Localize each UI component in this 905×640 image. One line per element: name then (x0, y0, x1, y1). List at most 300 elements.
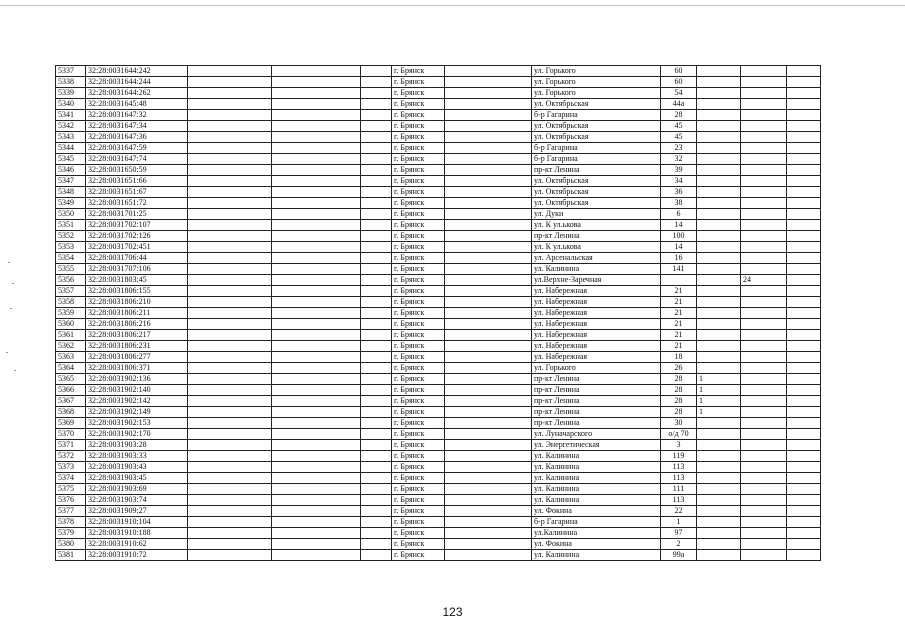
cell-street: б-р Гагарина (532, 110, 661, 121)
cell-empty (361, 451, 392, 462)
cell-house: 45 (661, 121, 697, 132)
cell-row-number: 5376 (56, 495, 86, 506)
page-number: 123 (442, 605, 463, 619)
cell-empty (361, 143, 392, 154)
table-row (56, 77, 821, 88)
cell-cadastral-number: 32:28:0031806:216 (86, 319, 188, 330)
table-row (56, 165, 821, 176)
cell-empty (445, 462, 532, 473)
cell-street: пр-кт Ленина (532, 407, 661, 418)
cell-flat (697, 352, 741, 363)
cell-empty (445, 242, 532, 253)
cell-empty (188, 330, 272, 341)
cell-empty (361, 242, 392, 253)
cell-row-number: 5377 (56, 506, 86, 517)
cell-empty (188, 286, 272, 297)
cell-flat (697, 176, 741, 187)
cell-empty (445, 517, 532, 528)
cell-flat (697, 99, 741, 110)
cell-house: 21 (661, 308, 697, 319)
cell-house: 39 (661, 165, 697, 176)
cell-empty (188, 132, 272, 143)
cell-empty (445, 66, 532, 77)
cell-flat (697, 132, 741, 143)
cell-street: ул. Энергетическая (532, 440, 661, 451)
table-row (56, 132, 821, 143)
cell-extra (741, 209, 787, 220)
cell-empty (361, 462, 392, 473)
cell-row-number: 5371 (56, 440, 86, 451)
cell-city: г. Брянск (392, 121, 445, 132)
cell-empty (188, 418, 272, 429)
cell-street: ул. К ул.ькова (532, 220, 661, 231)
cell-empty (188, 297, 272, 308)
table-row (56, 187, 821, 198)
cell-city: г. Брянск (392, 154, 445, 165)
cell-city: г. Брянск (392, 308, 445, 319)
cell-empty (361, 319, 392, 330)
cell-empty (188, 550, 272, 561)
cell-empty (361, 121, 392, 132)
cell-row-number: 5344 (56, 143, 86, 154)
cell-house: 119 (661, 451, 697, 462)
cell-flat (697, 110, 741, 121)
table-row (56, 517, 821, 528)
cell-extra (741, 495, 787, 506)
cell-empty (188, 253, 272, 264)
cell-empty (361, 154, 392, 165)
cell-row-number: 5340 (56, 99, 86, 110)
cell-empty (787, 363, 821, 374)
cell-flat (697, 143, 741, 154)
cell-empty (787, 506, 821, 517)
cell-empty (445, 110, 532, 121)
cell-street: ул. Дуки (532, 209, 661, 220)
register-sheet (55, 65, 821, 561)
cell-city: г. Брянск (392, 473, 445, 484)
cell-empty (272, 99, 361, 110)
cell-city: г. Брянск (392, 165, 445, 176)
cell-row-number: 5374 (56, 473, 86, 484)
cell-empty (272, 374, 361, 385)
cell-empty (787, 528, 821, 539)
cell-empty (188, 154, 272, 165)
cell-extra (741, 506, 787, 517)
cell-house: 60 (661, 66, 697, 77)
cell-empty (361, 506, 392, 517)
table-row (56, 275, 821, 286)
cell-extra (741, 352, 787, 363)
cell-empty (361, 66, 392, 77)
cell-empty (445, 385, 532, 396)
cell-flat (697, 308, 741, 319)
cell-cadastral-number: 32:28:0031902:142 (86, 396, 188, 407)
cell-house: 28 (661, 407, 697, 418)
cell-empty (787, 88, 821, 99)
cell-row-number: 5347 (56, 176, 86, 187)
cell-city: г. Брянск (392, 517, 445, 528)
table-row (56, 396, 821, 407)
address-register-table (55, 65, 821, 561)
cell-flat: 1 (697, 407, 741, 418)
cell-flat (697, 462, 741, 473)
table-row (56, 462, 821, 473)
cell-empty (272, 143, 361, 154)
cell-extra: 24 (741, 275, 787, 286)
cell-empty (787, 407, 821, 418)
cell-flat (697, 286, 741, 297)
cell-empty (361, 165, 392, 176)
cell-empty (272, 451, 361, 462)
cell-empty (272, 539, 361, 550)
cell-extra (741, 198, 787, 209)
cell-street: ул. Горького (532, 363, 661, 374)
cell-city: г. Брянск (392, 143, 445, 154)
cell-empty (445, 198, 532, 209)
cell-extra (741, 165, 787, 176)
cell-cadastral-number: 32:28:0031902:136 (86, 374, 188, 385)
cell-city: г. Брянск (392, 220, 445, 231)
cell-empty (272, 330, 361, 341)
cell-empty (361, 308, 392, 319)
table-row (56, 473, 821, 484)
cell-empty (361, 231, 392, 242)
cell-empty (445, 231, 532, 242)
cell-empty (361, 440, 392, 451)
cell-empty (272, 154, 361, 165)
cell-cadastral-number: 32:28:0031910:72 (86, 550, 188, 561)
cell-empty (361, 407, 392, 418)
cell-street: ул. Октябрьская (532, 121, 661, 132)
cell-empty (445, 363, 532, 374)
cell-empty (272, 506, 361, 517)
cell-empty (188, 451, 272, 462)
cell-city: г. Брянск (392, 176, 445, 187)
table-row (56, 363, 821, 374)
cell-house: 2 (661, 539, 697, 550)
table-row (56, 407, 821, 418)
cell-street: ул. Набережная (532, 297, 661, 308)
cell-empty (787, 473, 821, 484)
cell-empty (787, 539, 821, 550)
cell-cadastral-number: 32:28:0031645:48 (86, 99, 188, 110)
cell-empty (445, 374, 532, 385)
cell-empty (361, 297, 392, 308)
cell-cadastral-number: 32:28:0031803:45 (86, 275, 188, 286)
cell-city: г. Брянск (392, 407, 445, 418)
cell-empty (787, 231, 821, 242)
cell-empty (188, 528, 272, 539)
cell-city: г. Брянск (392, 528, 445, 539)
cell-empty (188, 308, 272, 319)
cell-empty (361, 363, 392, 374)
cell-empty (787, 429, 821, 440)
cell-empty (445, 165, 532, 176)
cell-empty (787, 176, 821, 187)
cell-empty (272, 242, 361, 253)
table-row (56, 385, 821, 396)
cell-empty (272, 495, 361, 506)
cell-row-number: 5363 (56, 352, 86, 363)
cell-row-number: 5341 (56, 110, 86, 121)
table-row (56, 319, 821, 330)
cell-empty (361, 528, 392, 539)
cell-row-number: 5337 (56, 66, 86, 77)
cell-empty (787, 154, 821, 165)
cell-cadastral-number: 32:28:0031903:45 (86, 473, 188, 484)
cell-street: ул. Октябрьская (532, 176, 661, 187)
cell-empty (361, 517, 392, 528)
table-row (56, 253, 821, 264)
cell-empty (272, 121, 361, 132)
cell-extra (741, 319, 787, 330)
cell-street: пр-кт Ленина (532, 165, 661, 176)
cell-empty (361, 418, 392, 429)
cell-flat: 1 (697, 385, 741, 396)
cell-empty (272, 418, 361, 429)
cell-flat (697, 528, 741, 539)
cell-empty (188, 198, 272, 209)
cell-house: 21 (661, 330, 697, 341)
cell-city: г. Брянск (392, 132, 445, 143)
cell-street: ул. Фокина (532, 506, 661, 517)
table-row (56, 429, 821, 440)
cell-cadastral-number: 32:28:0031702:107 (86, 220, 188, 231)
cell-house: 14 (661, 242, 697, 253)
cell-empty (787, 77, 821, 88)
cell-empty (787, 462, 821, 473)
cell-house: 28 (661, 374, 697, 385)
cell-extra (741, 517, 787, 528)
cell-house: 28 (661, 396, 697, 407)
cell-empty (361, 187, 392, 198)
cell-empty (787, 517, 821, 528)
table-row (56, 451, 821, 462)
cell-extra (741, 407, 787, 418)
cell-street: пр-кт Ленина (532, 396, 661, 407)
cell-empty (445, 319, 532, 330)
cell-empty (787, 297, 821, 308)
cell-empty (361, 550, 392, 561)
cell-empty (188, 506, 272, 517)
cell-empty (361, 132, 392, 143)
table-row (56, 176, 821, 187)
cell-street: ул. Калинина (532, 550, 661, 561)
cell-row-number: 5359 (56, 308, 86, 319)
cell-street: ул. Набережная (532, 352, 661, 363)
cell-house: 18 (661, 352, 697, 363)
cell-city: г. Брянск (392, 451, 445, 462)
cell-street: ул. Октябрьская (532, 198, 661, 209)
cell-row-number: 5352 (56, 231, 86, 242)
cell-street: ул. Калинина (532, 264, 661, 275)
cell-row-number: 5380 (56, 539, 86, 550)
cell-empty (272, 198, 361, 209)
cell-empty (272, 440, 361, 451)
cell-house: 44а (661, 99, 697, 110)
cell-extra (741, 154, 787, 165)
cell-house: 23 (661, 143, 697, 154)
cell-empty (445, 176, 532, 187)
cell-house: 6 (661, 209, 697, 220)
cell-flat (697, 341, 741, 352)
cell-street: ул. Набережная (532, 319, 661, 330)
table-row (56, 539, 821, 550)
cell-extra (741, 286, 787, 297)
cell-flat (697, 440, 741, 451)
cell-city: г. Брянск (392, 88, 445, 99)
cell-city: г. Брянск (392, 253, 445, 264)
cell-extra (741, 253, 787, 264)
cell-city: г. Брянск (392, 77, 445, 88)
cell-empty (787, 451, 821, 462)
cell-flat (697, 242, 741, 253)
cell-empty (361, 396, 392, 407)
cell-house: 22 (661, 506, 697, 517)
cell-row-number: 5346 (56, 165, 86, 176)
cell-empty (272, 363, 361, 374)
cell-empty (188, 143, 272, 154)
cell-empty (445, 341, 532, 352)
cell-empty (272, 231, 361, 242)
cell-empty (272, 77, 361, 88)
cell-row-number: 5368 (56, 407, 86, 418)
cell-house: 113 (661, 473, 697, 484)
cell-empty (787, 418, 821, 429)
cell-cadastral-number: 32:28:0031910:104 (86, 517, 188, 528)
cell-row-number: 5342 (56, 121, 86, 132)
cell-street: ул. Калинина (532, 451, 661, 462)
cell-flat (697, 88, 741, 99)
cell-empty (787, 396, 821, 407)
cell-empty (361, 484, 392, 495)
cell-extra (741, 396, 787, 407)
cell-cadastral-number: 32:28:0031706:44 (86, 253, 188, 264)
cell-cadastral-number: 32:28:0031806:210 (86, 297, 188, 308)
cell-row-number: 5373 (56, 462, 86, 473)
cell-empty (445, 143, 532, 154)
cell-empty (188, 539, 272, 550)
cell-city: г. Брянск (392, 66, 445, 77)
cell-empty (445, 297, 532, 308)
cell-empty (361, 264, 392, 275)
cell-empty (445, 154, 532, 165)
table-row (56, 121, 821, 132)
cell-city: г. Брянск (392, 495, 445, 506)
cell-empty (188, 374, 272, 385)
cell-flat (697, 275, 741, 286)
cell-flat (697, 264, 741, 275)
cell-house: 45 (661, 132, 697, 143)
cell-cadastral-number: 32:28:0031806:211 (86, 308, 188, 319)
cell-empty (787, 209, 821, 220)
cell-extra (741, 231, 787, 242)
table-row (56, 99, 821, 110)
cell-empty (787, 484, 821, 495)
cell-cadastral-number: 32:28:0031651:67 (86, 187, 188, 198)
cell-empty (361, 99, 392, 110)
cell-row-number: 5349 (56, 198, 86, 209)
cell-extra (741, 528, 787, 539)
cell-empty (787, 440, 821, 451)
cell-house: 99а (661, 550, 697, 561)
cell-empty (787, 253, 821, 264)
cell-empty (188, 275, 272, 286)
cell-empty (445, 352, 532, 363)
cell-empty (787, 385, 821, 396)
cell-city: г. Брянск (392, 286, 445, 297)
cell-flat (697, 319, 741, 330)
cell-empty (188, 341, 272, 352)
cell-street: ул. Набережная (532, 308, 661, 319)
table-row (56, 66, 821, 77)
cell-flat (697, 506, 741, 517)
cell-flat (697, 429, 741, 440)
cell-city: г. Брянск (392, 275, 445, 286)
cell-cadastral-number: 32:28:0031651:72 (86, 198, 188, 209)
cell-cadastral-number: 32:28:0031707:106 (86, 264, 188, 275)
table-row (56, 506, 821, 517)
cell-empty (787, 264, 821, 275)
cell-cadastral-number: 32:28:0031902:170 (86, 429, 188, 440)
table-row (56, 550, 821, 561)
cell-street: ул. Набережная (532, 341, 661, 352)
cell-street: ул. К ул.ькова (532, 242, 661, 253)
cell-empty (188, 264, 272, 275)
cell-flat (697, 517, 741, 528)
cell-empty (188, 209, 272, 220)
cell-city: г. Брянск (392, 429, 445, 440)
cell-street: ул. Луначарского (532, 429, 661, 440)
table-row (56, 242, 821, 253)
top-rule (0, 5, 905, 6)
cell-cadastral-number: 32:28:0031903:43 (86, 462, 188, 473)
cell-empty (272, 528, 361, 539)
cell-cadastral-number: 32:28:0031651:66 (86, 176, 188, 187)
table-row (56, 352, 821, 363)
cell-empty (272, 297, 361, 308)
cell-empty (361, 385, 392, 396)
cell-street: ул. Калинина (532, 473, 661, 484)
cell-street: ул. Калинина (532, 495, 661, 506)
cell-street: ул. Октябрьская (532, 132, 661, 143)
cell-city: г. Брянск (392, 110, 445, 121)
cell-extra (741, 462, 787, 473)
cell-cadastral-number: 32:28:0031650:59 (86, 165, 188, 176)
cell-city: г. Брянск (392, 198, 445, 209)
cell-empty (272, 462, 361, 473)
cell-cadastral-number: 32:28:0031701:25 (86, 209, 188, 220)
cell-empty (272, 308, 361, 319)
cell-extra (741, 341, 787, 352)
table-row (56, 154, 821, 165)
cell-empty (787, 374, 821, 385)
cell-empty (188, 110, 272, 121)
cell-flat: 1 (697, 374, 741, 385)
cell-flat (697, 231, 741, 242)
cell-empty (188, 220, 272, 231)
cell-extra (741, 330, 787, 341)
cell-cadastral-number: 32:28:0031903:33 (86, 451, 188, 462)
cell-empty (445, 209, 532, 220)
cell-empty (188, 473, 272, 484)
cell-street: ул. Горького (532, 88, 661, 99)
cell-empty (445, 440, 532, 451)
cell-city: г. Брянск (392, 187, 445, 198)
cell-empty (787, 66, 821, 77)
cell-city: г. Брянск (392, 242, 445, 253)
cell-empty (787, 198, 821, 209)
